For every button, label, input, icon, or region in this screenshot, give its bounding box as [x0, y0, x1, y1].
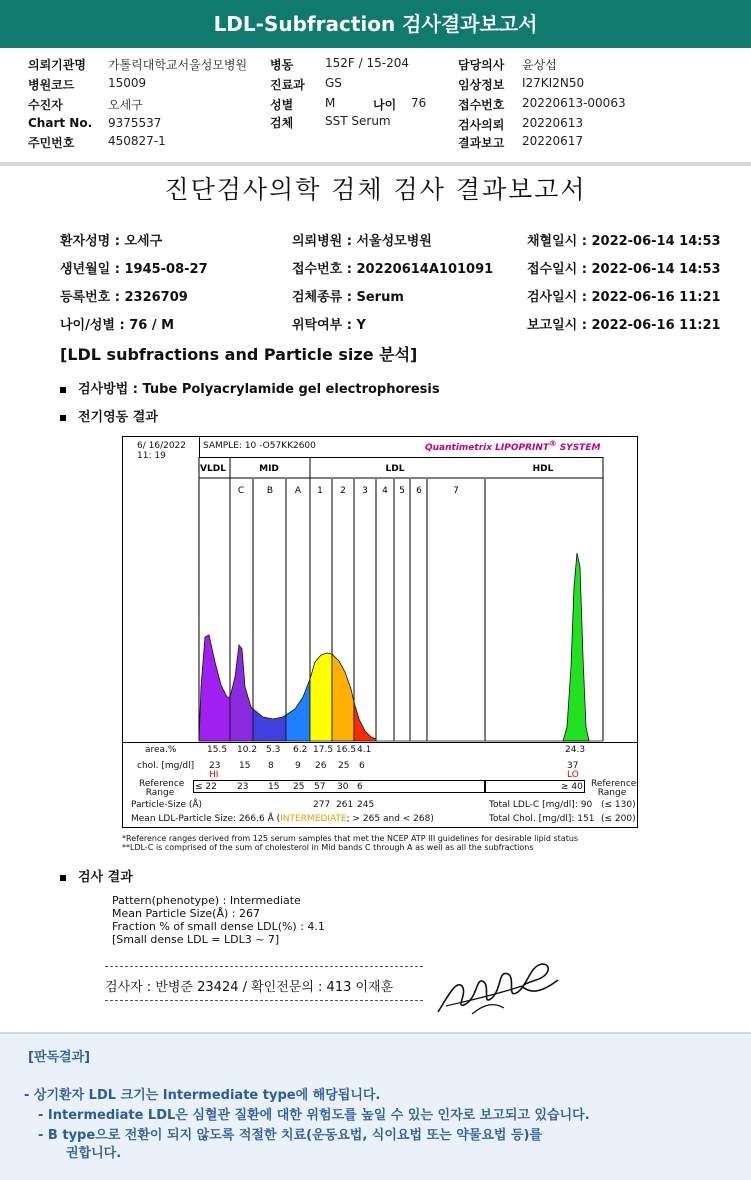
header-vline: [199, 437, 200, 457]
area-value-7: 24.3: [565, 745, 586, 755]
footnote-1: *Reference ranges derived from 125 serum samples that met the NCEP ATP III guidelines for desirable lipid status: [122, 834, 579, 843]
area-value-3: 6.2: [293, 745, 308, 755]
chol-value-7: 37: [567, 761, 579, 771]
patient-name: 환자성명 : 오세구: [60, 234, 163, 249]
label-report-date: 결과보고: [458, 136, 505, 150]
value-patient: 오세구: [108, 98, 143, 112]
band-label-2: 2: [340, 486, 346, 496]
label-patient: 수진자: [28, 98, 63, 112]
area-value-5: 16.5: [336, 745, 357, 755]
value-resident-no: 450827-1: [108, 134, 166, 148]
chart-time: 11: 19: [137, 451, 166, 461]
area-value-4: 17.5: [313, 745, 334, 755]
group-label-ldl: LDL: [385, 464, 405, 474]
area-value-1: 10.2: [237, 745, 258, 755]
band-label-7: 7: [453, 486, 459, 496]
lipoprint-chart: [122, 436, 638, 828]
row-label-particle: Particle-Size (Å): [131, 800, 203, 810]
ref-value-2: 15: [268, 782, 280, 792]
ldl1-peak: [310, 653, 332, 741]
flag-hdl: LO: [567, 770, 579, 780]
chol-value-5: 25: [338, 761, 350, 771]
ref-value-5: 30: [337, 782, 349, 792]
ref-value-3: 25: [293, 782, 305, 792]
mean-size: 266.6 Å: [238, 814, 274, 824]
outsourced: 위탁여부 : Y: [292, 318, 366, 333]
label-institution: 의뢰기관명: [28, 58, 86, 72]
value-sex: M: [325, 96, 336, 110]
band-label-6: 6: [416, 486, 422, 496]
section-heading: [LDL subfractions and Particle size 분석]: [60, 345, 418, 364]
method-text: 검사방법 : Tube Polyacrylamide gel electrophoresis: [78, 382, 440, 397]
report-document: [0, 166, 751, 1032]
brand-system: SYSTEM: [556, 443, 601, 453]
footnote-2: **LDL-C is comprised of the sum of cholesterol in Mid bands C through A as well as all the subfractions: [122, 843, 534, 852]
total-chol-label: Total Chol. [mg/dl]:: [489, 814, 575, 824]
value-clinical-info: I27KI2N50: [522, 76, 585, 90]
label-hospital-code: 병원코드: [28, 78, 75, 92]
chol-value-4: 26: [315, 761, 327, 771]
chart-sample: SAMPLE: 10 -O57KK2600: [203, 441, 316, 451]
plot-bottom-line: [123, 742, 637, 743]
band-label-C: C: [237, 486, 245, 496]
value-department: GS: [325, 76, 342, 90]
interpretation-line-1: - 상기환자 LDL 크기는 Intermediate type에 해당됩니다.: [24, 1088, 381, 1103]
label-ward: 병동: [270, 58, 294, 72]
label-resident-no: 주민번호: [28, 136, 75, 150]
interpretation-line-3: - B type으로 전환이 되지 않도록 적절한 치료(운동요법, 식이요법 또는 약물요법 등)를: [38, 1128, 543, 1143]
ldl2-peak: [332, 654, 354, 741]
band-label-B: B: [266, 486, 274, 496]
area-value-2: 5.3: [266, 745, 281, 755]
interpretation-line-2: - Intermediate LDL은 심혈관 질환에 대한 위험도를 높일 수 있는 인자로 보고되고 있습니다.: [38, 1108, 590, 1123]
label-sex: 성별: [270, 98, 294, 112]
value-receipt-no: 20220613-00063: [522, 96, 626, 110]
report-title-bar: [0, 0, 751, 48]
hdl-peak: [563, 553, 589, 741]
signature-bottom-line: [105, 1000, 423, 1001]
collection-time: 채혈일시 : 2022-06-14 14:53: [527, 234, 721, 249]
result-pattern: Pattern(phenotype) : Intermediate: [112, 894, 301, 907]
electro-bullet: [60, 406, 158, 425]
value-doctor: 윤상섭: [522, 58, 557, 72]
total-chol-value: 151: [577, 814, 595, 824]
result-block: [112, 894, 325, 946]
interpretation-title: [판독결과]: [28, 1050, 91, 1065]
result-fraction: Fraction % of small dense LDL(%) : 4.1: [112, 920, 325, 933]
total-chol-ref: (≤ 200): [601, 814, 636, 824]
interpretation-panel: [0, 1032, 751, 1180]
flag-vldl: HI: [209, 770, 219, 780]
label-doctor: 담당의사: [458, 58, 505, 72]
plot-frame: [123, 457, 637, 742]
signature-scribble: [432, 956, 562, 1022]
signature-top-line: [105, 966, 423, 967]
value-chart-no: 9375537: [108, 116, 162, 130]
band-label-4: 4: [382, 486, 388, 496]
group-label-hdl: HDL: [532, 464, 554, 474]
test-time: 검사일시 : 2022-06-16 11:21: [527, 290, 721, 305]
ref-value-6: 6: [357, 782, 363, 792]
label-clinical-info: 임상정보: [458, 78, 505, 92]
result-bullet: [60, 866, 133, 885]
row-label-area: area.%: [145, 745, 177, 755]
report-heading: 진단검사의학 검체 검사 결과보고서: [164, 175, 587, 204]
area-value-0: 15.5: [207, 745, 228, 755]
ref-value-4: 57: [314, 782, 326, 792]
report-time: 보고일시 : 2022-06-16 11:21: [527, 318, 721, 333]
chol-value-6: 6: [359, 761, 365, 771]
value-ward: 152F / 15-204: [325, 56, 409, 70]
row-label-ref: Reference Range: [139, 779, 185, 798]
band-label-1: 1: [317, 486, 323, 496]
value-hospital-code: 15009: [108, 76, 147, 90]
ref-value-7: ≥ 40: [561, 782, 583, 792]
mid-b-peak: [253, 709, 286, 741]
total-ldl: [489, 800, 592, 810]
label-chart-no: Chart No.: [28, 116, 93, 130]
result-mean-size: Mean Particle Size(Å) : 267: [112, 907, 260, 920]
group-label-mid: MID: [259, 464, 279, 474]
age-sex: 나이/성별 : 76 / M: [60, 318, 175, 333]
value-institution: 가톨릭대학교서울성모병원: [108, 58, 248, 72]
label-department: 진료과: [270, 78, 305, 92]
brand-reg: ®: [549, 439, 557, 448]
particle-size-0: 277: [313, 800, 331, 810]
chol-value-0: 23: [209, 761, 221, 771]
chart-brand: [425, 439, 600, 453]
label-request-date: 검사의뢰: [458, 118, 505, 132]
examiner-line: 검사자 : 반병준 23424 / 확인전문의 : 413 이재훈: [105, 980, 394, 995]
total-chol: [489, 814, 594, 824]
mean-label: Mean LDL-Particle Size:: [131, 814, 237, 824]
value-specimen: SST Serum: [325, 114, 391, 128]
brand-name: Quantimetrix LIPOPRINT: [425, 443, 550, 453]
row-label-mean: Mean LDL-Particle Size: 266.6 Å (INTERMEDIATE; > 265 and < 268): [131, 814, 434, 824]
referring-hospital: 의뢰병원 : 서울성모병원: [292, 234, 432, 249]
accession-no: 접수번호 : 20220614A101091: [292, 262, 494, 277]
value-request-date: 20220613: [522, 116, 584, 130]
receipt-time: 접수일시 : 2022-06-14 14:53: [527, 262, 721, 277]
mean-range: > 265 and < 268: [352, 814, 431, 824]
chol-value-1: 15: [239, 761, 251, 771]
total-ldl-value: 90: [580, 800, 593, 810]
label-age: 나이: [373, 98, 397, 112]
particle-size-1: 261: [336, 800, 354, 810]
row-label-chol: chol. [mg/dl]: [137, 761, 195, 771]
birth-date: 생년월일 : 1945-08-27: [60, 262, 208, 277]
label-receipt-no: 접수번호: [458, 98, 505, 112]
row-label-ref-right: Reference Range: [591, 779, 637, 798]
mid-c-peak: [230, 645, 253, 741]
registration-no: 등록번호 : 2326709: [60, 290, 188, 305]
band-label-A: A: [294, 486, 302, 496]
electrophoresis-plot: [123, 457, 639, 743]
mean-class: INTERMEDIATE: [280, 814, 347, 824]
band-label-3: 3: [362, 486, 368, 496]
header-info: [0, 54, 751, 164]
area-value-6: 4.1: [357, 745, 372, 755]
electro-text: 전기영동 결과: [78, 410, 158, 425]
ldl3-peak: [354, 702, 376, 741]
total-ldl-ref: (≤ 130): [601, 800, 636, 810]
chart-date: 6/ 16/2022: [137, 441, 187, 451]
band-label-5: 5: [399, 486, 405, 496]
label-specimen: 검체: [270, 116, 294, 130]
method-bullet: [60, 378, 440, 397]
interpretation-line-4: 권합니다.: [66, 1146, 122, 1161]
value-age: 76: [411, 96, 427, 110]
group-label-vldl: VLDL: [200, 464, 226, 474]
page-title: LDL-Subfraction 검사결과보고서: [213, 12, 538, 36]
result-sdldl-def: [Small dense LDL = LDL3 ~ 7]: [112, 933, 280, 946]
specimen-type: 검체종류 : Serum: [292, 290, 404, 305]
ref-value-0: ≤ 22: [195, 782, 217, 792]
result-heading: 검사 결과: [78, 870, 133, 885]
vldl-peak: [199, 635, 230, 741]
value-report-date: 20220617: [522, 134, 584, 148]
particle-size-2: 245: [357, 800, 375, 810]
chol-value-2: 8: [268, 761, 274, 771]
chol-value-3: 9: [295, 761, 301, 771]
total-ldl-label: Total LDL-C [mg/dl]:: [489, 800, 578, 810]
ref-value-1: 23: [237, 782, 249, 792]
mid-a-peak: [286, 679, 310, 741]
